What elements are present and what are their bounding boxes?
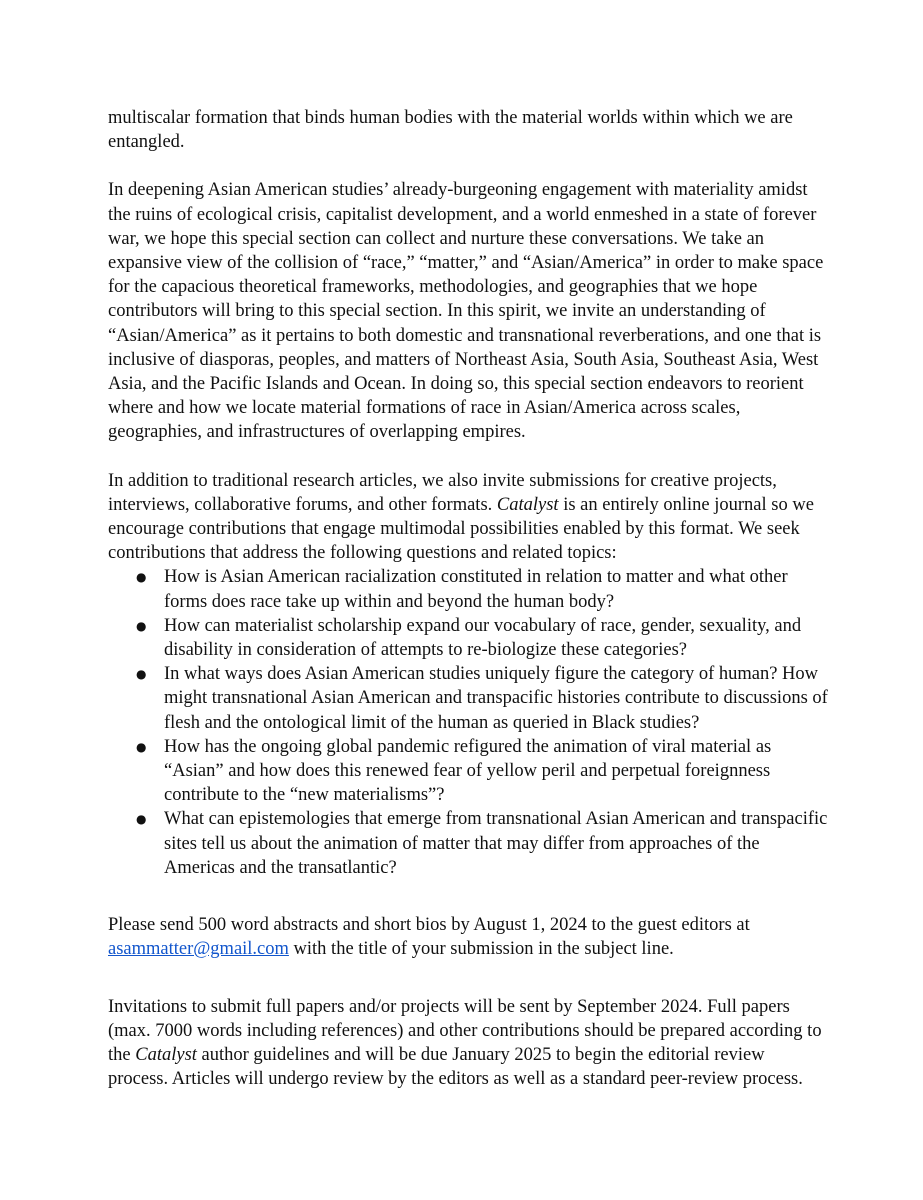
paragraph-scope: In deepening Asian American studies’ already-burgeoning engagement with materiality amidst the ruins of ecological crisis, capitalist development, and a world enmeshed in a state of forever war, we hope this special section can collect and nurture these conversations. We take an expansive view of the collision of “race,” “matter,” and “Asian/America” in order to make space for the capacious theoretical frameworks, methodologies, and geographies that we hope contributors will bring to this special section. In this spirit, we invite an understanding of “Asian/America” as it pertains to both domestic and transnational reverberations, and one that is inclusive of diasporas, peoples, and matters of Northeast Asia, South Asia, Southeast Asia, West Asia, and the Pacific Islands and Ocean. In doing so, this special section endeavors to reorient where and how we locate material formations of race in Asian/America across scales, geographies, and infrastructures of overlapping empires. — [108, 180, 824, 443]
document-page — [108, 106, 828, 1091]
text-segment: author guidelines and will be due January 2025 to begin the editorial review process. Articles will undergo review by the editors as well as a standard peer-review process. — [108, 1044, 803, 1090]
list-item — [136, 807, 828, 880]
paragraph-timeline — [108, 995, 828, 1092]
journal-name: Catalyst — [496, 494, 559, 515]
paragraph-submission-types — [108, 469, 828, 566]
list-item-text: How is Asian American racialization constituted in relation to matter and what other forms does race take up within and beyond the human body? — [164, 567, 788, 612]
list-item — [136, 662, 828, 735]
text-segment: Please send 500 word abstracts and short bios by August 1, 2024 to the guest editors at — [108, 915, 750, 936]
text-segment: with the title of your submission in the subject line. — [288, 939, 674, 960]
list-item-text: What can epistemologies that emerge from transnational Asian American and transpacific sites tell us about the animation of matter that may differ from approaches of the Americas and the transatlantic? — [164, 809, 828, 878]
list-item — [136, 614, 828, 662]
bullet-icon: ● — [136, 570, 147, 585]
questions-list-wrapper — [108, 565, 828, 880]
list-item — [136, 565, 828, 613]
paragraph-abstract-instructions — [108, 913, 828, 961]
text-segment: Invitations to submit full papers and/or projects will be sent by September 2024. Full papers (max. 7000 words including references) and other contributions should be prepared according to the — [108, 996, 822, 1065]
bullet-icon: ● — [136, 812, 147, 827]
questions-list — [108, 565, 828, 880]
paragraph-continuation: multiscalar formation that binds human bodies with the material worlds within which we are entangled. — [108, 108, 793, 153]
bullet-icon: ● — [136, 667, 147, 682]
list-item-text: How can materialist scholarship expand our vocabulary of race, gender, sexuality, and disability in consideration of attempts to re-biologize these categories? — [164, 615, 802, 661]
bullet-icon: ● — [136, 739, 147, 754]
list-item-text: How has the ongoing global pandemic refigured the animation of viral material as “Asian” and how does this renewed fear of yellow peril and perpetual foreignness contribute to the “new materialisms”? — [164, 736, 772, 806]
email-link[interactable]: asammatter@gmail.com — [108, 939, 289, 960]
text-segment: is an entirely online journal so we encourage contributions that engage multimodal possibilities enabled by this format. We seek contributions that address the following questions and related topics: — [108, 494, 814, 564]
journal-name: Catalyst — [135, 1044, 197, 1065]
list-item — [136, 735, 828, 808]
bullet-icon: ● — [136, 618, 147, 633]
text-segment: In addition to traditional research articles, we also invite submissions for creative projects, interviews, collaborative forums, and other formats. — [108, 470, 777, 515]
list-item-text: In what ways does Asian American studies uniquely figure the category of human? How might transnational Asian American and transpacific histories contribute to discussions of flesh and the ontological limit of the human as queried in Black studies? — [164, 664, 828, 733]
